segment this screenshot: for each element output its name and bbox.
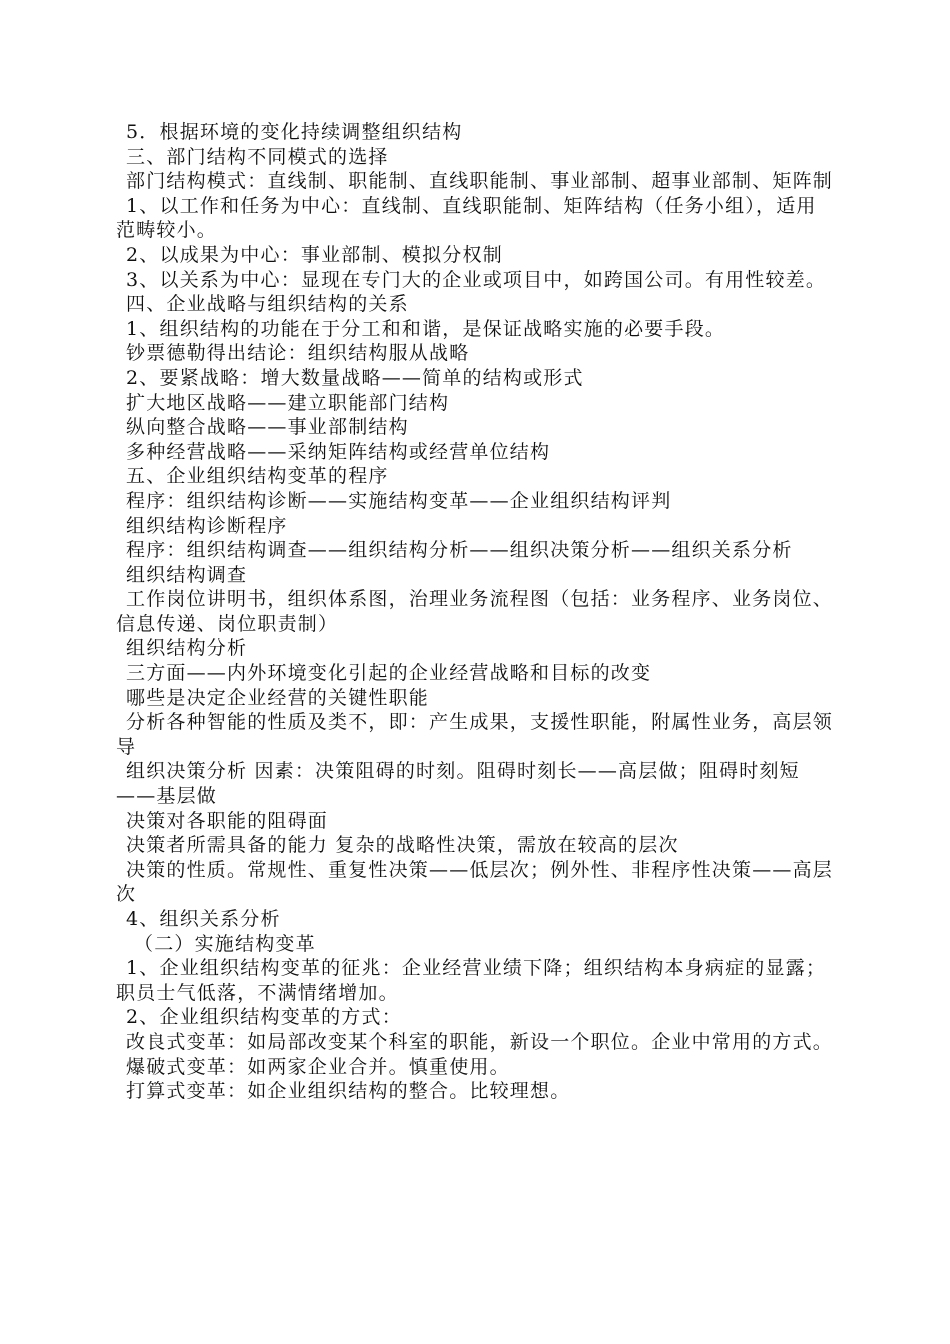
paragraph: 决策对各职能的阻碍面 — [126, 809, 329, 832]
paragraph: 三方面——内外环境变化引起的企业经营战略和目标的改变 — [126, 662, 652, 685]
document-body — [116, 120, 836, 1104]
paragraph: 决策的性质。常规性、重复性决策——低层次；例外性、非程序性决策——高层次 — [116, 858, 834, 906]
paragraph: 组织结构调查 — [126, 563, 248, 586]
paragraph: 1、企业组织结构变革的征兆：企业经营业绩下降；组织结构本身病症的显露；职员士气低落，不满情绪增加。 — [116, 957, 827, 1004]
paragraph: 程序：组织结构调查——组织结构分析——组织决策分析——组织关系分析 — [126, 539, 793, 562]
paragraph: 爆破式变革：如两家企业合并。慎重使用。 — [126, 1055, 510, 1078]
paragraph: 2、企业组织结构变革的方式： — [126, 1006, 402, 1029]
paragraph: 1、组织结构的功能在于分工和和谐，是保证战略实施的必要手段。 — [126, 317, 726, 340]
paragraph: 3、以关系为中心：显现在专门大的企业或项目中，如跨国公司。有用性较差。 — [126, 268, 827, 291]
paragraph: 钞票德勒得出结论：组织结构服从战略 — [126, 342, 470, 365]
paragraph: 改良式变革：如局部改变某个科室的职能，新设一个职位。企业中常用的方式。 — [126, 1030, 834, 1053]
paragraph: 2、以成果为中心：事业部制、模拟分权制 — [126, 243, 503, 266]
paragraph: 扩大地区战略——建立职能部门结构 — [126, 391, 450, 414]
paragraph: 1、以工作和任务为中心：直线制、直线职能制、矩阵结构（任务小组），适用范畴较小。 — [116, 194, 817, 242]
paragraph: 工作岗位讲明书，组织体系图，治理业务流程图（包括：业务程序、业务岗位、信息传递、岗位职责制） — [116, 588, 834, 635]
paragraph: 组织结构诊断程序 — [126, 514, 288, 537]
section-heading: 四、企业战略与组织结构的关系 — [126, 293, 409, 316]
paragraph: 哪些是决定企业经营的关键性职能 — [126, 686, 430, 709]
section-heading: 三、部门结构不同模式的选择 — [126, 145, 389, 168]
section-heading: 五、企业组织结构变革的程序 — [126, 465, 389, 488]
paragraph: 4、组织关系分析 — [126, 908, 281, 930]
paragraph: 组织决策分析 因素：决策阻碍的时刻。阻碍时刻长——高层做；阻碍时刻短——基层做 — [116, 760, 800, 808]
paragraph: 程序：组织结构诊断——实施结构变革——企业组织结构评判 — [126, 489, 672, 512]
section-heading: （二）实施结构变革 — [134, 932, 316, 955]
paragraph: 5．根据环境的变化持续调整组织结构 — [126, 121, 463, 143]
paragraph: 分析各种智能的性质及类不，即：产生成果，支援性职能，附属性业务，高层领导 — [116, 711, 834, 758]
paragraph: 打算式变革：如企业组织结构的整合。比较理想。 — [126, 1080, 571, 1103]
paragraph: 2、要紧战略：增大数量战略——简单的结构或形式 — [126, 366, 584, 389]
paragraph: 组织结构分析 — [126, 637, 248, 660]
paragraph: 决策者所需具备的能力 复杂的战略性决策，需放在较高的层次 — [126, 834, 679, 857]
paragraph: 部门结构模式：直线制、职能制、直线职能制、事业部制、超事业部制、矩阵制 — [126, 170, 834, 193]
paragraph: 多种经营战略——采纳矩阵结构或经营单位结构 — [126, 440, 551, 463]
paragraph: 纵向整合战略——事业部制结构 — [126, 416, 409, 439]
